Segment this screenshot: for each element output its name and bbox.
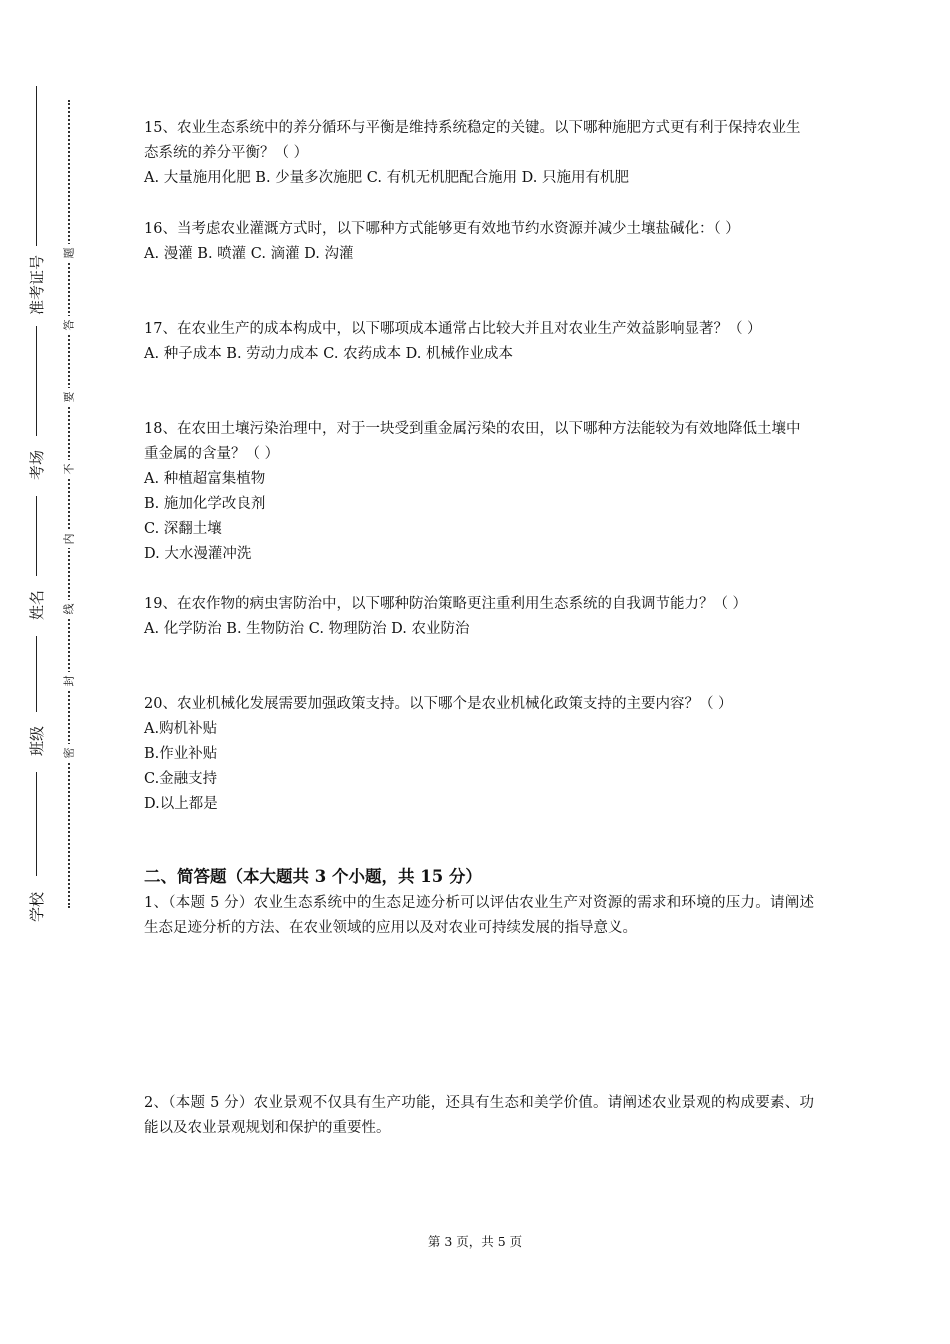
binding-label-class: 班级: [28, 725, 47, 757]
short-answer-question-2: 2、（本题 5 分）农业景观不仅具有生产功能，还具有生态和美学价值。请阐述农业景观的构成要素、功能以及农业景观规划和保护的重要性。: [144, 1095, 814, 1136]
question-option-a: A. 种植超富集植物: [144, 471, 266, 487]
seal-word: 不: [60, 460, 78, 478]
binding-label-exam-number: 准考证号: [28, 254, 47, 316]
question-stem: 19、在农作物的病虫害防治中，以下哪种防治策略更注重利用生态系统的自我调节能力？（ ）: [144, 596, 748, 612]
seal-word: 题: [60, 244, 78, 262]
question-option-d: D.以上都是: [144, 796, 218, 812]
section-title: 二、简答题（本大题共 3 个小题，共 15 分）: [144, 867, 482, 886]
binding-label-name: 姓名: [28, 589, 47, 621]
question-option-d: D. 大水漫灌冲洗: [144, 546, 252, 562]
question-stem: 16、当考虑农业灌溉方式时，以下哪种方式能够更有效地节约水资源并减少土壤盐碱化：（ ）: [144, 221, 740, 237]
question-options: A. 漫灌 B. 喷灌 C. 滴灌 D. 沟灌: [144, 246, 354, 262]
question-option-b: B.作业补贴: [144, 746, 218, 762]
question-20: [144, 692, 814, 817]
page-footer: 第 3 页，共 5 页: [427, 1234, 523, 1249]
binding-label-exam-room: 考场: [28, 449, 47, 481]
seal-word: 要: [60, 388, 78, 406]
question-option-a: A.购机补贴: [144, 721, 218, 737]
binding-label-school: 学校: [28, 891, 47, 923]
question-stem: 15、农业生态系统中的养分循环与平衡是维持系统稳定的关键。以下哪种施肥方式更有利于保持农业生态系统的养分平衡？（ ）: [144, 120, 801, 161]
question-options: A. 化学防治 B. 生物防治 C. 物理防治 D. 农业防治: [144, 621, 470, 637]
seal-word: 线: [60, 600, 78, 618]
short-answer-question-1: 1、（本题 5 分）农业生态系统中的生态足迹分析可以评估农业生产对资源的需求和环境的压力。请阐述生态足迹分析的方法、在农业领域的应用以及对农业可持续发展的指导意义。: [144, 895, 814, 936]
seal-word: 密: [60, 744, 78, 762]
seal-dotted-line: [68, 100, 70, 908]
seal-word: 封: [60, 672, 78, 690]
question-stem: 17、在农业生产的成本构成中，以下哪项成本通常占比较大并且对农业生产效益影响显著？（ ）: [144, 321, 762, 337]
question-17: [144, 317, 814, 367]
binding-line: [36, 496, 37, 576]
question-stem: 20、农业机械化发展需要加强政策支持。以下哪个是农业机械化政策支持的主要内容？（ ）: [144, 696, 733, 712]
binding-line: [36, 326, 37, 436]
question-stem: 18、在农田土壤污染治理中，对于一块受到重金属污染的农田，以下哪种方法能较为有效地降低土壤中重金属的含量？（ ）: [144, 421, 801, 462]
question-15: [144, 116, 814, 191]
binding-line: [36, 772, 37, 876]
question-option-c: C. 深翻土壤: [144, 521, 222, 537]
seal-word: 内: [60, 530, 78, 548]
question-19: [144, 592, 814, 642]
binding-line: [36, 86, 37, 246]
question-options: A. 种子成本 B. 劳动力成本 C. 农药成本 D. 机械作业成本: [144, 346, 514, 362]
binding-line: [36, 636, 37, 712]
seal-word: 答: [60, 316, 78, 334]
question-option-c: C.金融支持: [144, 771, 218, 787]
question-16: [144, 217, 814, 267]
question-18: [144, 417, 814, 567]
binding-margin: [0, 0, 100, 1344]
question-option-b: B. 施加化学改良剂: [144, 496, 266, 512]
question-options: A. 大量施用化肥 B. 少量多次施肥 C. 有机无机肥配合施用 D. 只施用有机肥: [144, 170, 630, 186]
